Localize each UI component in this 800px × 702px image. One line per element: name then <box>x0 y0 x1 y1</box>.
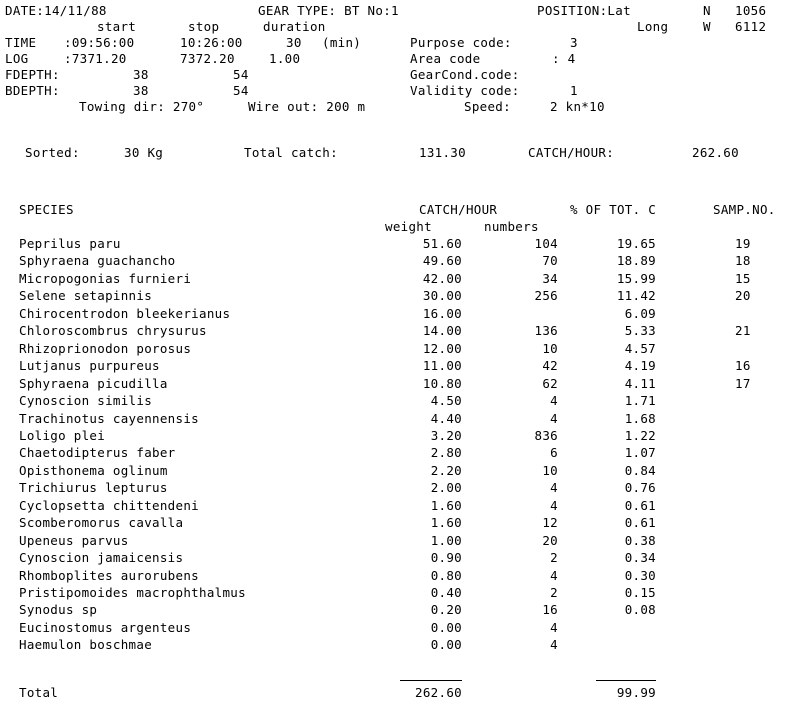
long-hemisphere: W <box>703 19 711 34</box>
pct-value: 0.38 <box>624 533 656 548</box>
numbers-value: 4 <box>550 411 558 426</box>
species-name: Chaetodipterus faber <box>19 445 176 460</box>
pct-value: 0.61 <box>624 515 656 530</box>
species-name: Rhizoprionodon porosus <box>19 341 192 356</box>
weight-value: 0.90 <box>430 550 462 565</box>
samp-no-value: 21 <box>735 323 751 338</box>
col-stop-label: stop <box>188 19 220 34</box>
numbers-value: 4 <box>550 620 558 635</box>
towing-direction: Towing dir: 270° <box>79 99 205 114</box>
numbers-value: 20 <box>542 533 558 548</box>
area-code-label: Area code <box>410 51 481 66</box>
pct-value: 0.61 <box>624 498 656 513</box>
samp-no-value: 19 <box>735 236 751 251</box>
catch-hour-label: CATCH/HOUR: <box>528 145 615 160</box>
pct-value: 4.19 <box>624 358 656 373</box>
log-label: LOG <box>5 51 29 66</box>
sorted-value: 30 Kg <box>124 145 164 160</box>
speed-label: Speed: <box>464 99 511 114</box>
species-name: Upeneus parvus <box>19 533 129 548</box>
samp-no-value: 18 <box>735 253 751 268</box>
species-name: Synodus sp <box>19 602 98 617</box>
species-name: Rhomboplites aurorubens <box>19 568 199 583</box>
pct-value: 5.33 <box>624 323 656 338</box>
weight-value: 0.40 <box>430 585 462 600</box>
weight-value: 14.00 <box>422 323 462 338</box>
species-name: Scomberomorus cavalla <box>19 515 184 530</box>
species-name: Eucinostomus argenteus <box>19 620 192 635</box>
position-label: POSITION:Lat <box>537 3 631 18</box>
species-name: Micropogonias furnieri <box>19 271 192 286</box>
pct-value: 15.99 <box>616 271 656 286</box>
weight-value: 11.00 <box>422 358 462 373</box>
numbers-value: 4 <box>550 480 558 495</box>
catch-hour-column-header: CATCH/HOUR <box>419 202 498 217</box>
numbers-value: 4 <box>550 637 558 652</box>
time-unit: (min) <box>322 35 362 50</box>
numbers-value: 10 <box>542 341 558 356</box>
validity-code-label: Validity code: <box>410 83 520 98</box>
lat-value: 1056 <box>735 3 767 18</box>
date-text: DATE:14/11/88 <box>5 3 107 18</box>
time-label: TIME <box>5 35 37 50</box>
species-name: Lutjanus purpureus <box>19 358 160 373</box>
pct-value: 18.89 <box>616 253 656 268</box>
species-name: Sphyraena picudilla <box>19 376 168 391</box>
numbers-value: 2 <box>550 550 558 565</box>
lat-hemisphere: N <box>703 3 711 18</box>
pct-value: 0.30 <box>624 568 656 583</box>
species-name: Haemulon boschmae <box>19 637 153 652</box>
species-name: Trichiurus lepturus <box>19 480 168 495</box>
speed-value: 2 kn*10 <box>550 99 605 114</box>
pct-value: 1.71 <box>624 393 656 408</box>
weight-value: 3.20 <box>430 428 462 443</box>
weight-value: 42.00 <box>422 271 462 286</box>
total-weight: 262.60 <box>415 685 462 700</box>
weight-value: 1.60 <box>430 515 462 530</box>
weight-column-header: weight <box>385 219 432 234</box>
species-name: Selene setapinnis <box>19 288 153 303</box>
weight-value: 4.40 <box>430 411 462 426</box>
samp-no-value: 20 <box>735 288 751 303</box>
weight-value: 4.50 <box>430 393 462 408</box>
time-duration: 30 <box>286 35 302 50</box>
species-name: Opisthonema oglinum <box>19 463 168 478</box>
log-duration: 1.00 <box>269 51 301 66</box>
pct-value: 6.09 <box>624 306 656 321</box>
time-stop: 10:26:00 <box>180 35 243 50</box>
total-label: Total <box>19 685 59 700</box>
numbers-value: 136 <box>534 323 558 338</box>
weight-value: 2.00 <box>430 480 462 495</box>
bdepth-start: 38 <box>133 83 149 98</box>
species-name: Trachinotus cayennensis <box>19 411 199 426</box>
numbers-value: 16 <box>542 602 558 617</box>
total-weight-rule <box>400 680 462 681</box>
log-stop: 7372.20 <box>180 51 235 66</box>
species-name: Chloroscombrus chrysurus <box>19 323 207 338</box>
samp-no-value: 15 <box>735 271 751 286</box>
species-name: Cynoscion similis <box>19 393 153 408</box>
numbers-value: 6 <box>550 445 558 460</box>
bdepth-stop: 54 <box>233 83 249 98</box>
species-name: Loligo plei <box>19 428 106 443</box>
numbers-column-header: numbers <box>484 219 539 234</box>
species-name: Pristipomoides macrophthalmus <box>19 585 246 600</box>
pct-value: 1.68 <box>624 411 656 426</box>
pct-value: 0.15 <box>624 585 656 600</box>
weight-value: 0.20 <box>430 602 462 617</box>
species-name: Cynoscion jamaicensis <box>19 550 184 565</box>
numbers-value: 256 <box>534 288 558 303</box>
numbers-value: 4 <box>550 393 558 408</box>
pct-value: 4.57 <box>624 341 656 356</box>
purpose-code-label: Purpose code: <box>410 35 512 50</box>
numbers-value: 104 <box>534 236 558 251</box>
numbers-value: 4 <box>550 498 558 513</box>
pct-total-column-header: % OF TOT. C <box>570 202 657 217</box>
total-catch-label: Total catch: <box>244 145 338 160</box>
weight-value: 1.00 <box>430 533 462 548</box>
total-catch-value: 131.30 <box>419 145 466 160</box>
col-duration-label: duration <box>263 19 326 34</box>
purpose-code-value: 3 <box>570 35 578 50</box>
validity-code-value: 1 <box>570 83 578 98</box>
species-column-header: SPECIES <box>19 202 74 217</box>
numbers-value: 12 <box>542 515 558 530</box>
numbers-value: 2 <box>550 585 558 600</box>
weight-value: 2.20 <box>430 463 462 478</box>
log-start: :7371.20 <box>64 51 127 66</box>
time-start: :09:56:00 <box>64 35 135 50</box>
pct-value: 19.65 <box>616 236 656 251</box>
weight-value: 0.00 <box>430 637 462 652</box>
col-start-label: start <box>97 19 137 34</box>
pct-value: 1.07 <box>624 445 656 460</box>
fdepth-start: 38 <box>133 67 149 82</box>
long-label: Long <box>637 19 669 34</box>
sorted-label: Sorted: <box>25 145 80 160</box>
pct-value: 0.08 <box>624 602 656 617</box>
numbers-value: 10 <box>542 463 558 478</box>
weight-value: 2.80 <box>430 445 462 460</box>
numbers-value: 34 <box>542 271 558 286</box>
long-value: 6112 <box>735 19 767 34</box>
catch-hour-value: 262.60 <box>692 145 739 160</box>
species-name: Chirocentrodon bleekerianus <box>19 306 231 321</box>
area-code-value: : 4 <box>552 51 576 66</box>
pct-value: 0.84 <box>624 463 656 478</box>
weight-value: 12.00 <box>422 341 462 356</box>
samp-no-column-header: SAMP.NO. <box>713 202 776 217</box>
weight-value: 51.60 <box>422 236 462 251</box>
gear-type-text: GEAR TYPE: BT No:1 <box>258 3 399 18</box>
weight-value: 16.00 <box>422 306 462 321</box>
weight-value: 30.00 <box>422 288 462 303</box>
species-name: Peprilus paru <box>19 236 121 251</box>
total-pct-rule <box>596 680 656 681</box>
weight-value: 1.60 <box>430 498 462 513</box>
fdepth-label: FDEPTH: <box>5 67 60 82</box>
pct-value: 0.76 <box>624 480 656 495</box>
pct-value: 1.22 <box>624 428 656 443</box>
numbers-value: 42 <box>542 358 558 373</box>
fdepth-stop: 54 <box>233 67 249 82</box>
weight-value: 0.80 <box>430 568 462 583</box>
numbers-value: 836 <box>534 428 558 443</box>
gearcond-code-label: GearCond.code: <box>410 67 520 82</box>
numbers-value: 4 <box>550 568 558 583</box>
samp-no-value: 17 <box>735 376 751 391</box>
species-name: Cyclopsetta chittendeni <box>19 498 199 513</box>
samp-no-value: 16 <box>735 358 751 373</box>
weight-value: 49.60 <box>422 253 462 268</box>
numbers-value: 62 <box>542 376 558 391</box>
wire-out: Wire out: 200 m <box>248 99 366 114</box>
pct-value: 11.42 <box>616 288 656 303</box>
pct-value: 4.11 <box>624 376 656 391</box>
weight-value: 0.00 <box>430 620 462 635</box>
species-name: Sphyraena guachancho <box>19 253 176 268</box>
total-pct: 99.99 <box>616 685 656 700</box>
weight-value: 10.80 <box>422 376 462 391</box>
bdepth-label: BDEPTH: <box>5 83 60 98</box>
numbers-value: 70 <box>542 253 558 268</box>
pct-value: 0.34 <box>624 550 656 565</box>
